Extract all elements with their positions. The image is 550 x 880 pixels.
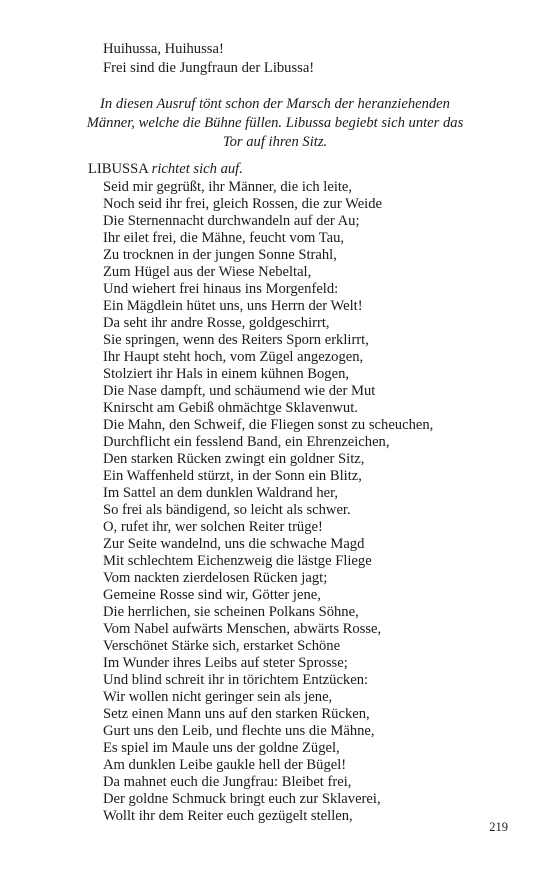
verse-line: Ihr Haupt steht hoch, vom Zügel angezogen,: [103, 349, 364, 365]
verse-line: Und blind schreit ihr in törichtem Entzücken:: [103, 672, 369, 688]
verse-line: Gemeine Rosse sind wir, Götter jene,: [103, 587, 321, 603]
page-number: 219: [489, 820, 508, 834]
verse-line: Der goldne Schmuck bringt euch zur Sklaverei,: [103, 791, 381, 807]
verse-line: Durchflicht ein fesslend Band, ein Ehrenzeichen,: [103, 434, 390, 450]
verse-line: Ein Mägdlein hütet uns, uns Herrn der Welt!: [103, 298, 363, 314]
verse-line: Verschönet Stärke sich, erstarket Schöne: [103, 638, 341, 654]
verse-line: Mit schlechtem Eichenzweig die lästge Fliege: [103, 553, 372, 569]
verse-line: Im Sattel an dem dunklen Waldrand her,: [103, 485, 339, 501]
verse-line: Knirscht am Gebiß ohmächtge Sklavenwut.: [103, 400, 358, 416]
chorus-line-2: Frei sind die Jungfraun der Libussa!: [103, 60, 315, 76]
verse-line: Den starken Rücken zwingt ein goldner Sitz,: [103, 451, 365, 467]
verse-line: Zur Seite wandelnd, uns die schwache Magd: [103, 536, 365, 552]
verse-line: Ihr eilet frei, die Mähne, feucht vom Tau,: [103, 230, 345, 246]
stage-direction-line-3: Tor auf ihren Sitz.: [222, 134, 328, 150]
verse-line: Gurt uns den Leib, und flechte uns die Mähne,: [103, 723, 375, 739]
verse-line: Die herrlichen, sie scheinen Polkans Söhne,: [103, 604, 359, 620]
verse-line: Und wiehert frei hinaus ins Morgenfeld:: [103, 281, 339, 297]
verse-line: Setz einen Mann uns auf den starken Rücken,: [103, 706, 370, 722]
verse-line: Am dunklen Leibe gaukle hell der Bügel!: [103, 757, 347, 773]
verse-line: Im Wunder ihres Leibs auf steter Sprosse;: [103, 655, 348, 671]
verse-line: Es spiel im Maule uns der goldne Zügel,: [103, 740, 340, 756]
verse-line: Die Sternennacht durchwandeln auf der Au;: [103, 213, 360, 229]
verse-line: Vom Nabel aufwärts Menschen, abwärts Rosse,: [103, 621, 382, 637]
verse-line: Da seht ihr andre Rosse, goldgeschirrt,: [103, 315, 330, 331]
verse-line: Zum Hügel aus der Wiese Nebeltal,: [103, 264, 312, 280]
verse-line: Sie springen, wenn des Reiters Sporn erklirrt,: [103, 332, 369, 348]
verse-line: Stolziert ihr Hals in einem kühnen Bogen,: [103, 366, 350, 382]
speaker-heading: [88, 161, 243, 178]
stage-direction-line-1: In diesen Ausruf tönt schon der Marsch der heranziehenden: [100, 96, 450, 112]
verse-line: Da mahnet euch die Jungfrau: Bleibet frei,: [103, 774, 352, 790]
verse-line: Die Mahn, den Schweif, die Fliegen sonst zu scheuchen,: [103, 417, 434, 433]
chorus-line-1: Huihussa, Huihussa!: [103, 41, 224, 57]
verse-line: Vom nackten zierdelosen Rücken jagt;: [103, 570, 328, 586]
verse-line: Seid mir gegrüßt, ihr Männer, die ich leite,: [103, 179, 353, 195]
speaker-name: LIBUSSA: [88, 161, 149, 177]
verse-line: Die Nase dampft, und schäumend wie der Mut: [103, 383, 376, 399]
speaker-direction: richtet sich auf.: [151, 161, 243, 177]
verse-line: O, rufet ihr, wer solchen Reiter trüge!: [103, 519, 323, 535]
verse-line: Zu trocknen in der jungen Sonne Strahl,: [103, 247, 337, 263]
verse-line: So frei als bändigend, so leicht als schwer.: [103, 502, 351, 518]
stage-direction-line-2: Männer, welche die Bühne füllen. Libussa begiebt sich unter das: [86, 115, 464, 131]
verse-line: Wir wollen nicht geringer sein als jene,: [103, 689, 333, 705]
verse-line: Ein Waffenheld stürzt, in der Sonn ein Blitz,: [103, 468, 362, 484]
verse-line: Noch seid ihr frei, gleich Rossen, die zur Weide: [103, 196, 382, 212]
verse-line: Wollt ihr dem Reiter euch gezügelt stellen,: [103, 808, 353, 824]
